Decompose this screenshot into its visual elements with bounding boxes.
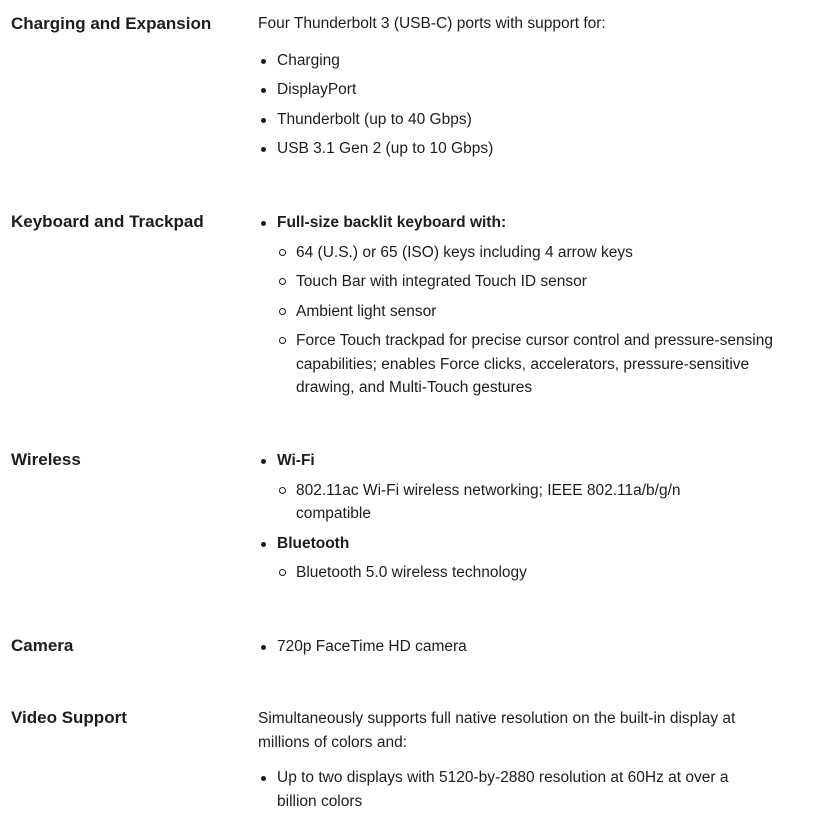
section-content <box>258 707 778 813</box>
list-heading: Wi-Fi <box>277 452 315 469</box>
section-content <box>258 635 778 659</box>
list-item: USB 3.1 Gen 2 (up to 10 Gbps) <box>258 137 778 161</box>
wifi-sublist <box>277 479 778 526</box>
section-title: Charging and Expansion <box>11 14 212 33</box>
keyboard-list <box>258 211 778 400</box>
bluetooth-sublist <box>277 561 778 585</box>
sublist-item: 802.11ac Wi-Fi wireless networking; IEEE 802.11a/b/g/n compatible <box>277 479 716 526</box>
video-list <box>258 766 778 813</box>
list-item: Thunderbolt (up to 40 Gbps) <box>258 108 778 132</box>
list-heading: Full-size backlit keyboard with: <box>277 214 507 231</box>
list-item: DisplayPort <box>258 78 778 102</box>
sublist-item: 64 (U.S.) or 65 (ISO) keys including 4 arrow keys <box>277 241 778 265</box>
list-item <box>258 449 778 526</box>
section-title: Wireless <box>11 450 81 469</box>
list-heading: Bluetooth <box>277 534 350 552</box>
port-list <box>258 49 778 161</box>
section-content <box>258 449 778 585</box>
sublist-item: Ambient light sensor <box>277 300 778 324</box>
section-intro: Four Thunderbolt 3 (USB-C) ports with support for: <box>258 15 606 32</box>
list-item: Up to two displays with 5120-by-2880 resolution at 60Hz at over a billion colors <box>258 766 767 813</box>
section-title: Camera <box>11 636 74 655</box>
keyboard-sublist <box>277 241 778 400</box>
wireless-list <box>258 449 778 585</box>
list-item <box>258 532 778 585</box>
section-content <box>258 211 778 400</box>
section-title: Video Support <box>11 708 127 727</box>
list-item: 720p FaceTime HD camera <box>258 635 778 659</box>
list-item: Charging <box>258 49 778 73</box>
section-intro: Simultaneously supports full native resolution on the built-in display at millions of colors and: <box>258 710 736 751</box>
sublist-item: Touch Bar with integrated Touch ID sensor <box>277 270 778 294</box>
section-content <box>258 13 778 161</box>
sublist-item: Force Touch trackpad for precise cursor control and pressure-sensing capabilities; enables Force clicks, accelerators, pressure-sensitive drawing, and Multi-Touch gestures <box>277 329 776 400</box>
sublist-item: Bluetooth 5.0 wireless technology <box>277 561 778 585</box>
list-item <box>258 211 778 400</box>
camera-list <box>258 635 778 659</box>
section-title: Keyboard and Trackpad <box>11 212 204 231</box>
